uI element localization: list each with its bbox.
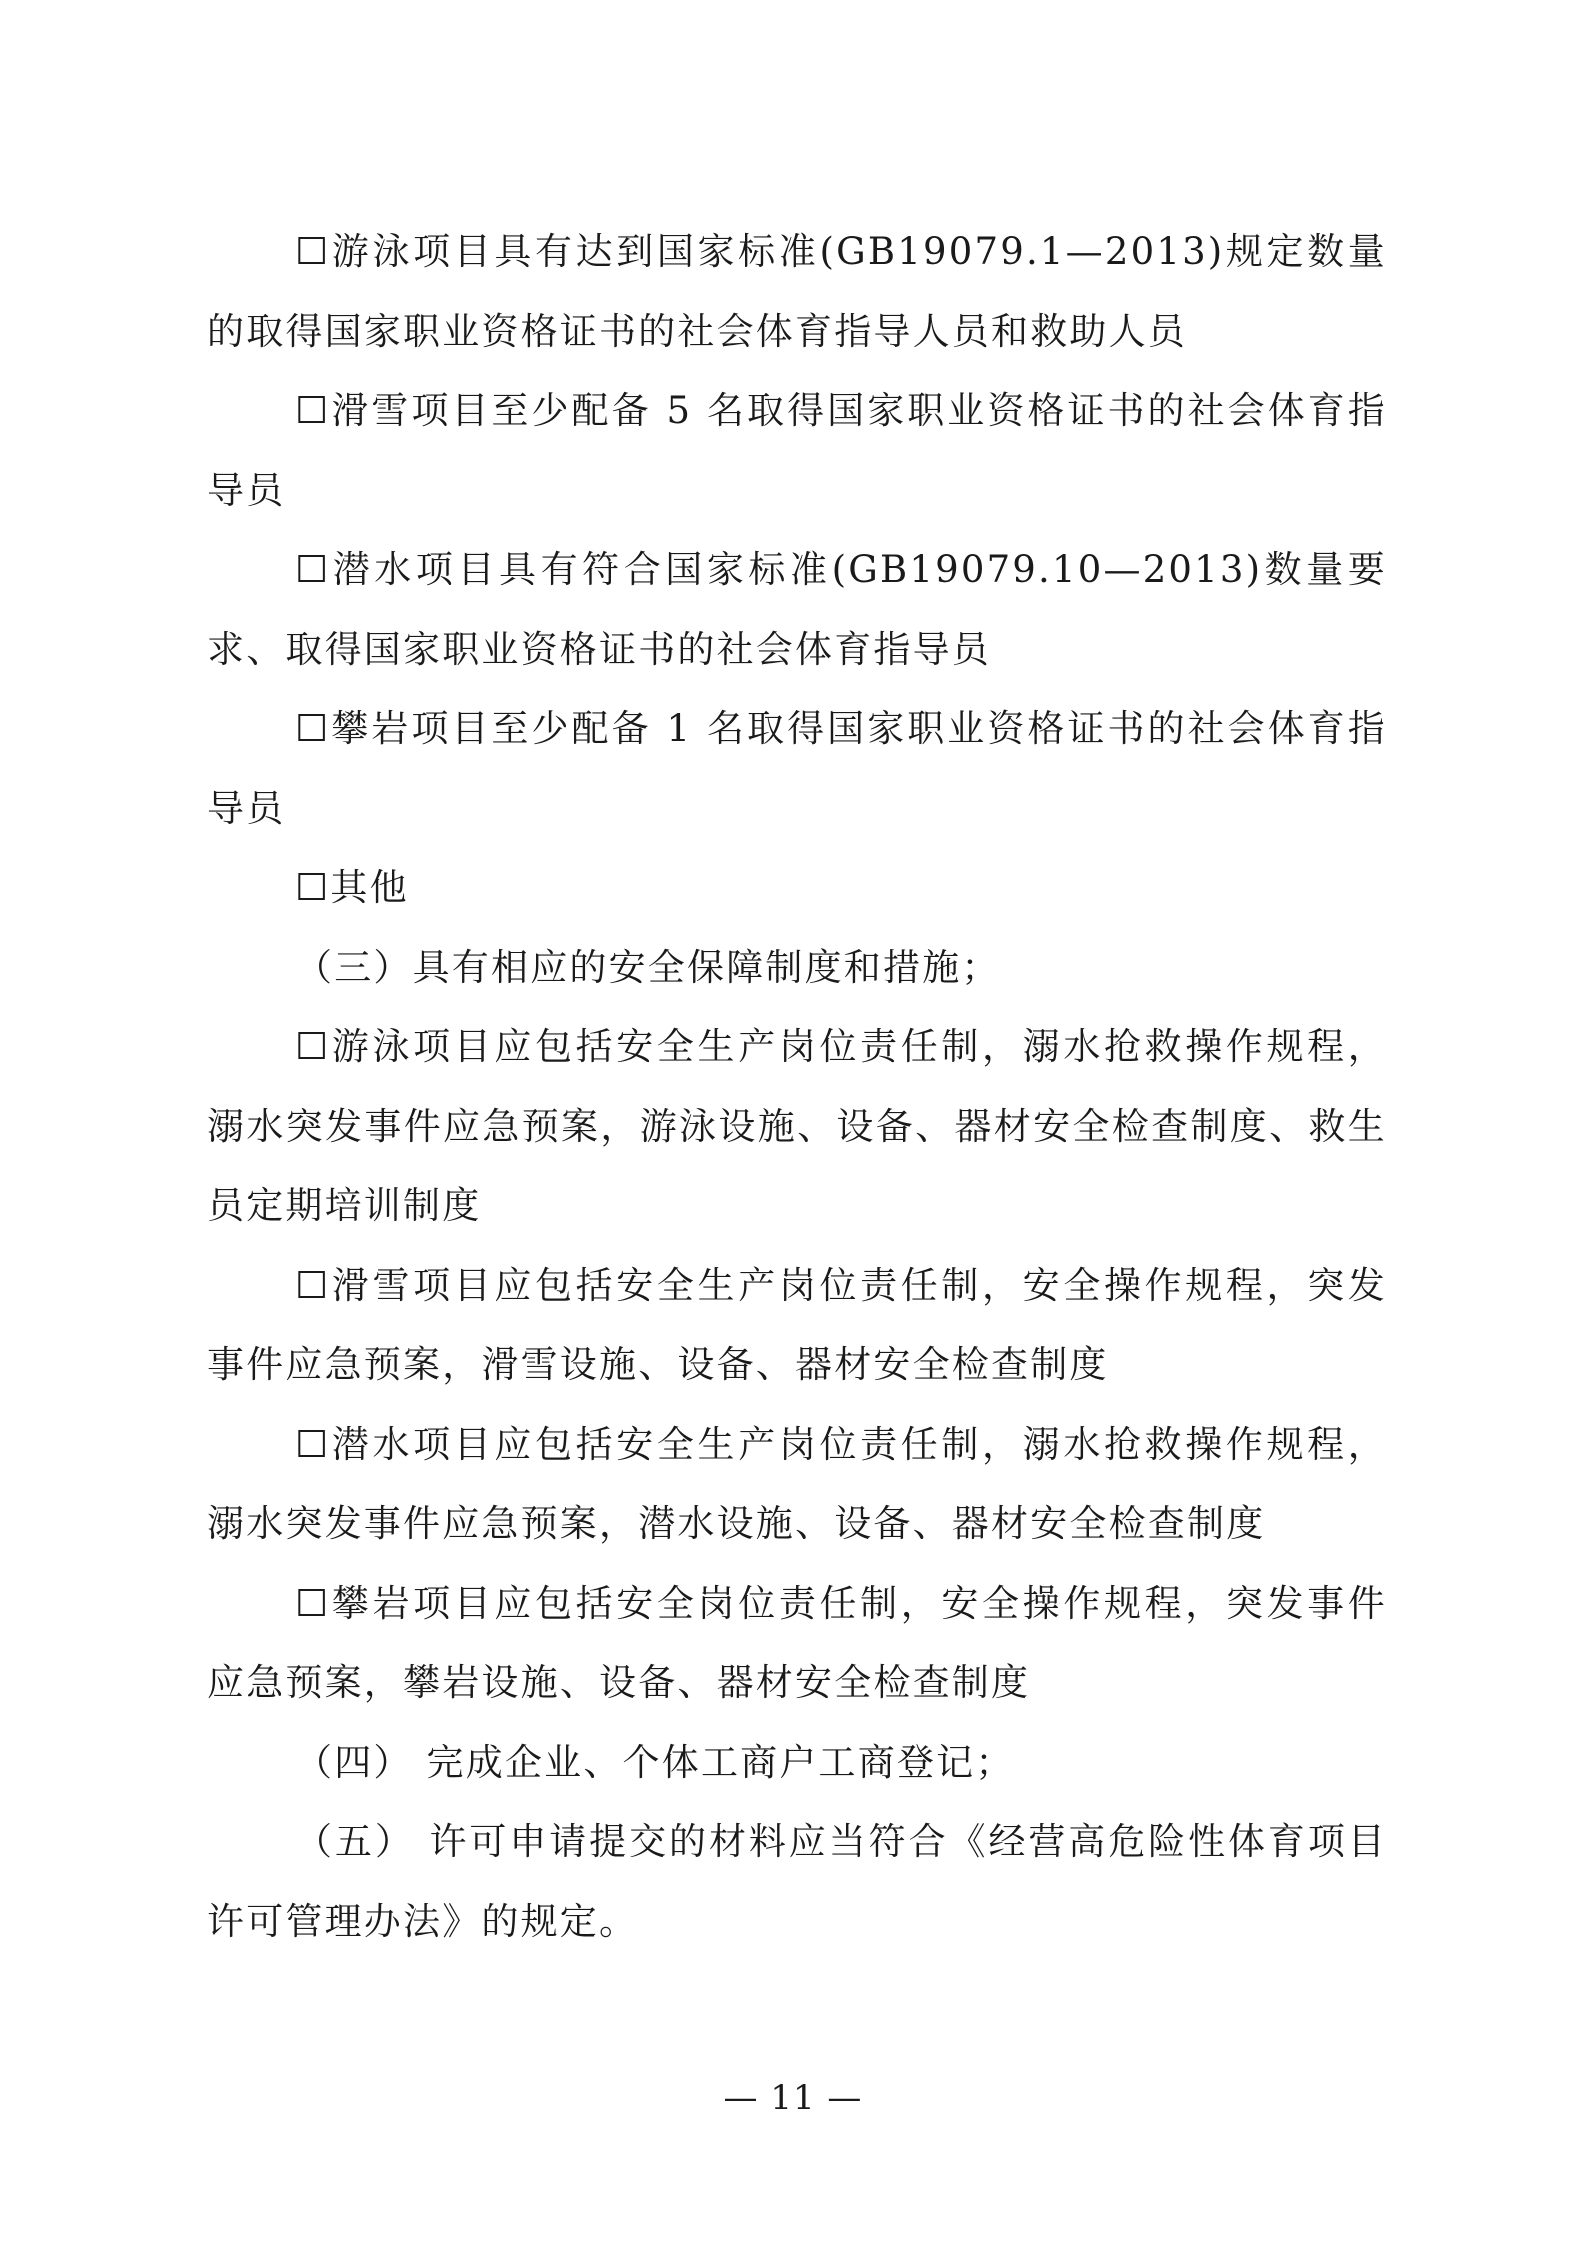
document-body xyxy=(207,212,1387,1961)
page-number: — 11 — xyxy=(723,2078,863,2118)
section-heading-five: （五） 许可申请提交的材料应当符合《经营高危险性体育项目许可管理办法》的规定。 xyxy=(207,1820,1387,1943)
paragraph-skiing-safety: ☐滑雪项目应包括安全生产岗位责任制，安全操作规程，突发事件应急预案，滑雪设施、设备、器材安全检查制度 xyxy=(207,1263,1387,1386)
paragraph-skiing-staff: ☐滑雪项目至少配备 5 名取得国家职业资格证书的社会体育指导员 xyxy=(207,389,1387,512)
paragraph-climbing-staff: ☐攀岩项目至少配备 1 名取得国家职业资格证书的社会体育指导员 xyxy=(207,707,1387,830)
paragraph-swimming-safety: ☐游泳项目应包括安全生产岗位责任制，溺水抢救操作规程，溺水突发事件应急预案，游泳设施、设备、器材安全检查制度、救生员定期培训制度 xyxy=(207,1025,1387,1227)
paragraph-swimming-staff: ☐游泳项目具有达到国家标准(GB19079.1—2013)规定数量的取得国家职业资格证书的社会体育指导人员和救助人员 xyxy=(207,230,1387,353)
paragraph-other: ☐其他 xyxy=(295,866,409,909)
paragraph-climbing-safety: ☐攀岩项目应包括安全岗位责任制，安全操作规程，突发事件应急预案，攀岩设施、设备、器材安全检查制度 xyxy=(207,1581,1387,1704)
paragraph-diving-safety: ☐潜水项目应包括安全生产岗位责任制，溺水抢救操作规程，溺水突发事件应急预案，潜水设施、设备、器材安全检查制度 xyxy=(207,1422,1387,1545)
section-heading-four: （四） 完成企业、个体工商户工商登记； xyxy=(295,1740,1015,1784)
paragraph-diving-staff: ☐潜水项目具有符合国家标准(GB19079.10—2013)数量要求、取得国家职业资格证书的社会体育指导员 xyxy=(207,548,1387,671)
section-heading-three: （三）具有相应的安全保障制度和措施； xyxy=(295,945,1001,989)
